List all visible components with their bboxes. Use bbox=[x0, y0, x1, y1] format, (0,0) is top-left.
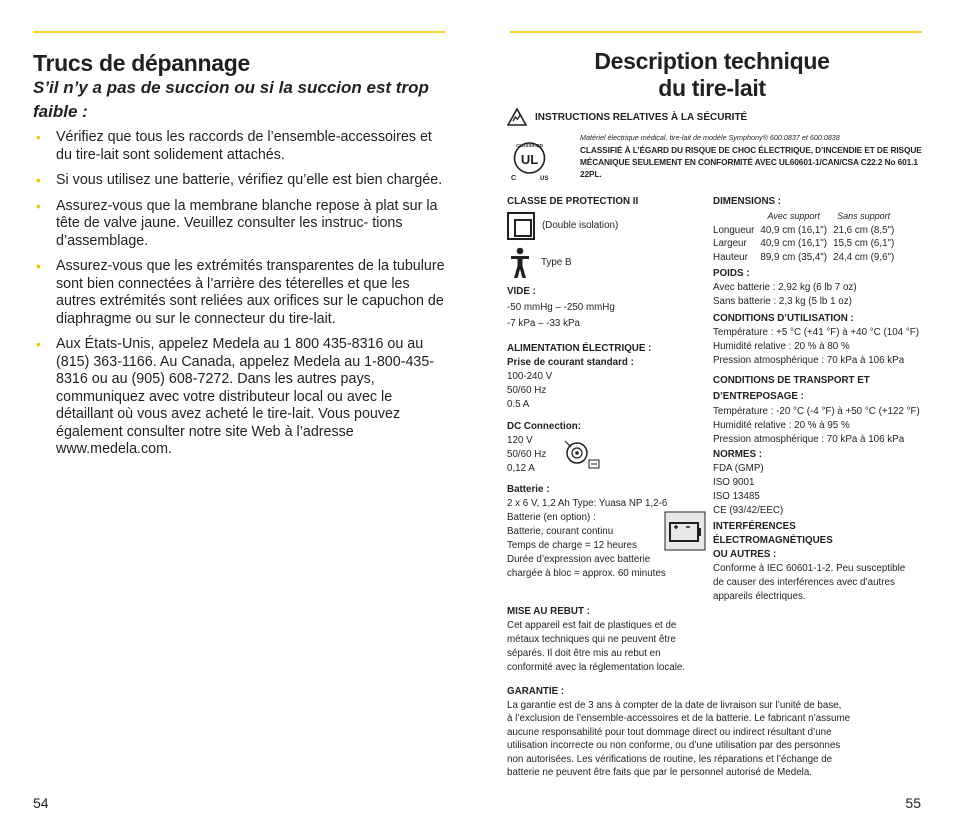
interference-spec: INTERFÉRENCES ÉLECTROMAGNÉTIQUES OU AUTRES : Conforme à IEC 60601-1-2. Peu susceptible de causer des interférences avec d’autres appareils électriques. bbox=[713, 521, 906, 602]
ul-classified-icon bbox=[507, 138, 552, 183]
dimensions-spec: DIMENSIONS : Avec support Sans support Longueur 40,9 cm (16,1") 21,6 cm (8,5") Largeur 40,9 cm (16,1") 15,5 cm (6,1") Hauteur 89,9 cm (35,4") 24,4 cm (9,6") bbox=[713, 195, 900, 264]
vacuum-spec: VIDE : -50 mmHg – -250 mmHg -7 kPa – -33 kPa bbox=[507, 286, 615, 329]
power-spec: ALIMENTATION ÉLECTRIQUE : Prise de courant standard : 100-240 V 50/60 Hz 0.5 A bbox=[507, 343, 652, 410]
svg-text:UL: UL bbox=[520, 152, 539, 167]
list-item: • Si vous utilisez une batterie, vérifiez qu’elle est bien chargée. bbox=[36, 172, 443, 188]
disposal-spec: MISE AU REBUT : Cet appareil est fait de plastiques et de métaux techniques qui ne peuvent être séparés. Il doit être mis au rebut en conformité avec la réglementation locale. bbox=[507, 606, 686, 673]
bullet-icon: • bbox=[36, 336, 41, 352]
warning-icon bbox=[507, 108, 527, 126]
troubleshooting-list bbox=[33, 129, 447, 467]
bullet-icon: • bbox=[36, 129, 41, 145]
svg-text:C: C bbox=[511, 175, 517, 182]
protection-class: CLASSE DE PROTECTION II bbox=[507, 196, 639, 207]
svg-text:US: US bbox=[540, 176, 549, 182]
standards-spec: NORMES : FDA (GMP) ISO 9001 ISO 13485 CE (93/42/EEC) bbox=[713, 449, 784, 516]
page-subtitle: S’il n’y a pas de succion ou si la succion est trop faible : bbox=[33, 78, 429, 121]
weight-spec: POIDS : Avec batterie : 2,92 kg (6 lb 7 oz) Sans batterie : 2,3 kg (5 lb 1 oz) bbox=[713, 268, 857, 307]
list-item: • Assurez-vous que la membrane blanche repose à plat sur la tête de valve jaune. Veuillez consulter les instruc- tions d’assemblage. bbox=[36, 197, 438, 249]
dimensions-table bbox=[713, 210, 900, 264]
page-number: 55 bbox=[905, 795, 921, 811]
right-page: Description technique du tire-lait INSTRUCTIONS RELATIVES À LA SÉCURITÉ CLASSIFIED UL C US Matériel électrique médical, tire-lait de modèle Symphony® 600.0837 et 600.0838 CLASSIFIÉ À L’ÉGARD DU RISQUE DE CHOC ÉLECTRIQUE, D’INCENDIE ET DE RISQUE MÉCANIQUE SEULEMENT EN CONFORMITÉ AVEC UL60601-1/CAN/CSA C22.2 No 601.1 22PL. CLASSE DE PROTECTION II (Double isolation) Type B VIDE : -50 mmHg – -250 mmHg -7 kPa – -33 kPa ALIMENTATION ÉLECTRIQUE : Prise de courant standard : 100-240 V 50/60 Hz 0.5 A DC Connection: 120 V 50/60 Hz 0,12 A Batterie : 2 x 6 V, 1,2 Ah Type: Yuasa NP 1,2-6 Batterie (en option) : Batterie, courant continu Temps de charge = 12 heures Durée d’expression avec batterie chargée à bloc = approx. 60 minutes MISE AU REBUT : Cet appareil est fait de plastiques et de métaux techniques qui ne peuvent être séparés. Il doit être mis au rebut en conformité avec la réglementation locale. DIMENSIONS : Avec support Sans support Longueur 40,9 cm (16,1") 21,6 cm (8,5") Largeur 40,9 cm (16,1") 15,5 cm (6,1") Hauteur 89,9 cm (35,4") 24,4 cm (9,6") POIDS : Avec batterie : 2,92 kg (6 lb 7 oz) Sans batterie : 2,3 kg (5 lb 1 oz) CONDITIONS D’UTILISATION : Température : +5 °C (+41 °F) à +40 °C (104 °F) Humidité relative : 20 % à 80 % Pression atmosphérique : 70 kPa à 106 kPa CONDITIONS DE TRANSPORT ET D’ENTREPOSAGE : Température : -20 °C (-4 °F) à +50 °C (+122 °F) Humidité relative : 20 % à 95 % Pression atmosphérique : 70 kPa à 106 kPa NORMES : FDA (GMP) ISO 9001 ISO 13485 CE (93/42/EEC) INTERFÉRENCES ÉLECTROMAGNÉTIQUES OU AUTRES : Conforme à IEC 60601-1-2. Peu susceptible de causer des interférences avec d’autres appareils électriques. GARANTIE : La garantie est de 3 ans à compter de la date de livraison sur l’unité de base, à l’exclusion de l’ensemble-accessoires et de la batterie. Le fabricant n’assume aucune responsabilité pour tout dommage direct ou indirect résultant d’une utilisation incorrecte ou non conforme, ou d’une utilisation par des personnes non autorisées. Les vérifications de routine, les réparations et l’échange de batterie ne peuvent être faits que par le personnel autorisé de Medela. 55 bbox=[477, 0, 954, 827]
table-row: Hauteur 89,9 cm (35,4") 24,4 cm (9,6") bbox=[713, 251, 895, 263]
safety-heading-row bbox=[507, 108, 747, 126]
safety-heading: INSTRUCTIONS RELATIVES À LA SÉCURITÉ bbox=[535, 111, 748, 123]
list-item: • Assurez-vous que les extrémités transparentes de la tubulure sont bien connectées à l’arrière des téterelles et que les autres extrémités sont reliées aux orifices sur le capuchon de diaphragme ou sur le connecteur du tire-lait. bbox=[36, 258, 445, 327]
header-rule bbox=[510, 31, 922, 33]
operating-conditions: CONDITIONS D’UTILISATION : Température : +5 °C (+41 °F) à +40 °C (104 °F) Humidité relative : 20 % à 80 % Pression atmosphérique : 70 kPa à 106 kPa bbox=[713, 313, 919, 366]
type-b-icon bbox=[507, 247, 533, 279]
list-item: • Aux États-Unis, appelez Medela au 1 800 435-8316 ou au (815) 363-1166. Au Canada, appelez Medela au 1-800-435-8316 ou au (905) 608-7272. Dans les autres pays, communiquez avec votre distributeur local ou avec le détaillant où vous avez acheté le tire-lait. Vous pouvez également consulter notre site Web à l’adresse www.medela.com. bbox=[36, 336, 435, 457]
table-row: Longueur 40,9 cm (16,1") 21,6 cm (8,5") bbox=[713, 224, 895, 236]
page-number: 54 bbox=[33, 795, 49, 811]
svg-text:CLASSIFIED: CLASSIFIED bbox=[516, 143, 543, 148]
double-insulation-icon bbox=[507, 212, 535, 240]
table-row: Avec support Sans support bbox=[767, 211, 891, 221]
page-title: Trucs de dépannage bbox=[33, 50, 250, 76]
warranty-spec: GARANTIE : La garantie est de 3 ans à compter de la date de livraison sur l’unité de base, à l’exclusion de l’ensemble-accessoires et de la batterie. Le fabricant n’assume aucune responsabilité pour tout dommage direct ou indirect résultant d’une utilisation incorrecte ou non conforme, ou d’une utilisation par des personnes non autorisées. Les vérifications de routine, les réparations et l’échange de batterie ne peuvent être faits que par le personnel autorisé de Medela. bbox=[507, 686, 851, 778]
bullet-icon: • bbox=[36, 172, 41, 188]
battery-icon bbox=[664, 511, 706, 551]
list-item: • Vérifiez que tous les raccords de l’ensemble-accessoires et du tire-lait sont solidement attachés. bbox=[36, 129, 432, 163]
dc-connection-icon bbox=[559, 435, 603, 473]
bullet-icon: • bbox=[36, 197, 41, 214]
bullet-icon: • bbox=[36, 258, 41, 274]
certification-text: Matériel électrique médical, tire-lait de modèle Symphony® 600.0837 et 600.0838 CLASSIFIÉ À L’ÉGARD DU RISQUE DE CHOC ÉLECTRIQUE, D’INCENDIE ET DE RISQUE MÉCANIQUE SEULEMENT EN CONFORMITÉ AVEC UL60601-1/CAN/CSA C22.2 No 601.1 22PL. bbox=[580, 133, 922, 179]
page-title: Description technique du tire-lait bbox=[594, 48, 830, 101]
header-rule bbox=[33, 31, 445, 33]
battery-spec: Batterie : 2 x 6 V, 1,2 Ah Type: Yuasa NP 1,2-6 Batterie (en option) : Batterie, courant continu Temps de charge = 12 heures Durée d’expression avec batterie chargée à bloc = approx. 60 minutes bbox=[507, 484, 668, 579]
table-row: Largeur 40,9 cm (16,1") 15,5 cm (6,1") bbox=[713, 238, 895, 249]
transport-conditions: CONDITIONS DE TRANSPORT ET D’ENTREPOSAGE : Température : -20 °C (-4 °F) à +50 °C (+122 °F) Humidité relative : 20 % à 95 % Pression atmosphérique : 70 kPa à 106 kPa bbox=[713, 375, 920, 445]
dc-spec: DC Connection: 120 V 50/60 Hz 0,12 A bbox=[507, 421, 582, 474]
